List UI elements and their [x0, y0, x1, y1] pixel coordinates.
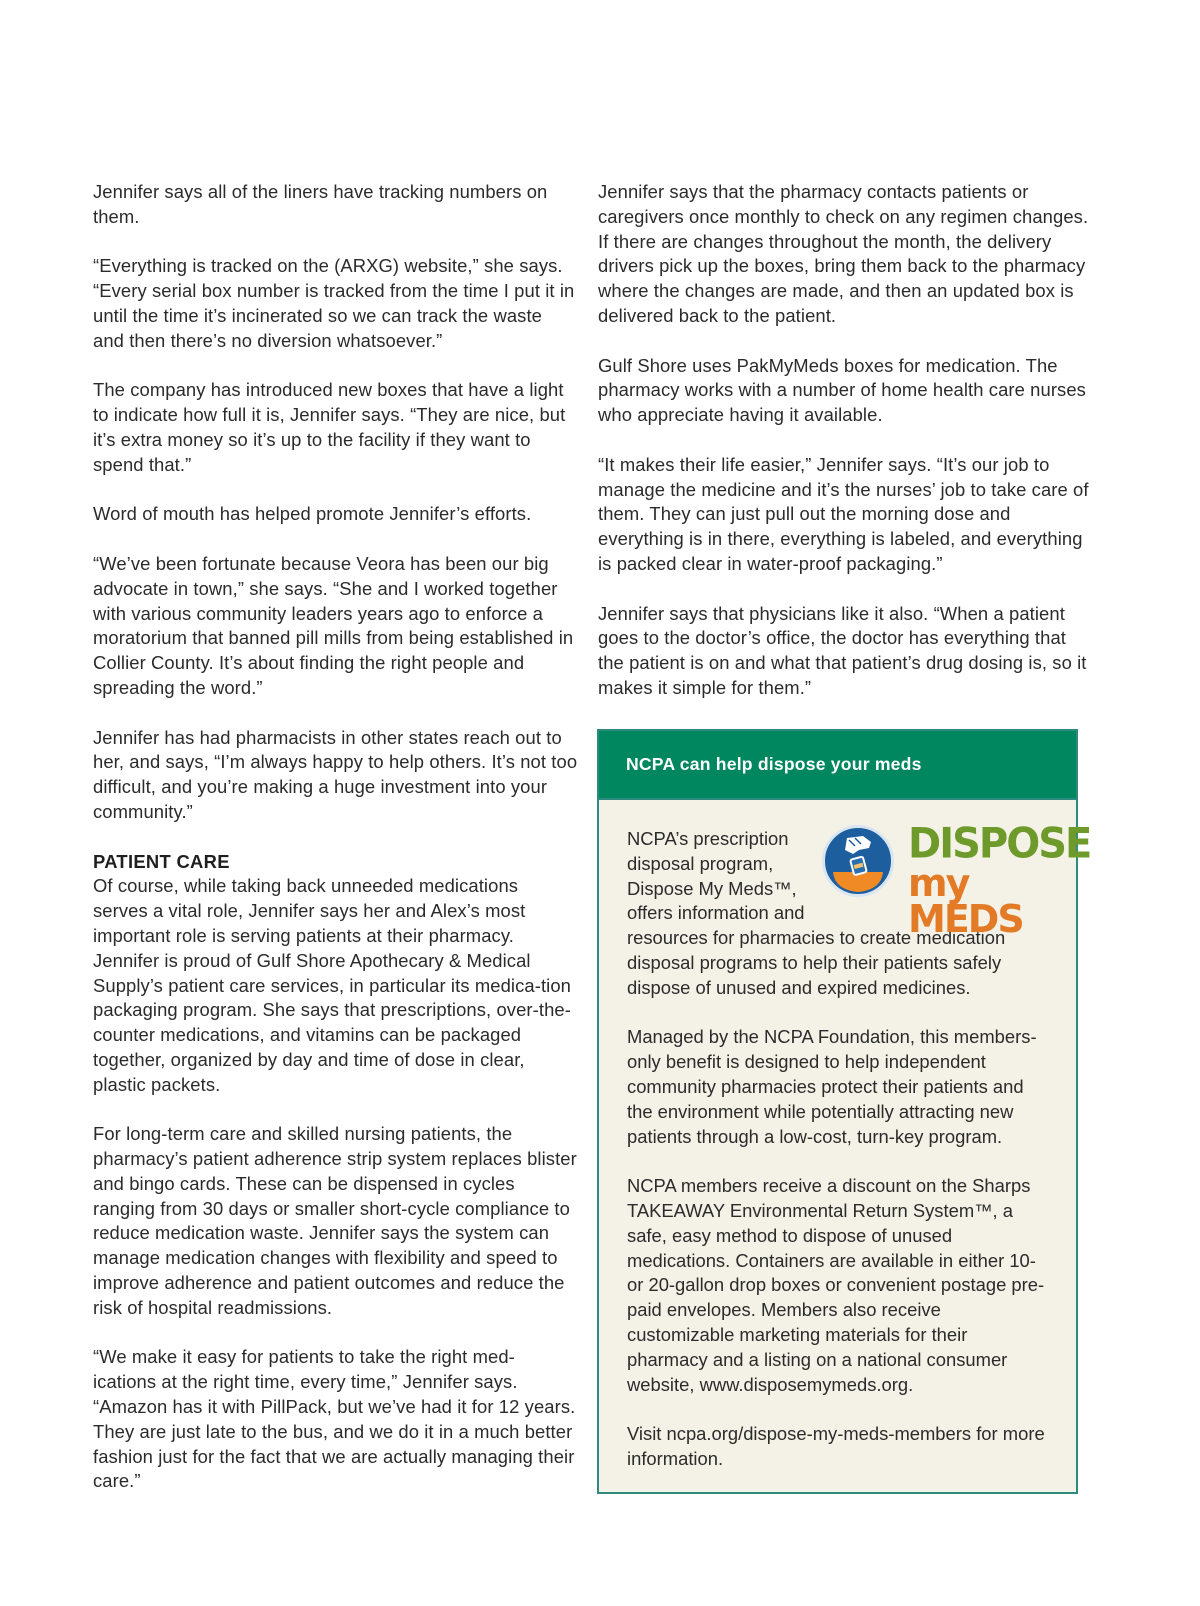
paragraph: Visit ncpa.org/dispose-my-meds-members for more information. [627, 1423, 1045, 1469]
section-heading-patient-care: PATIENT CARE [93, 850, 230, 872]
sidebar-title: NCPA can help dispose your meds [626, 754, 922, 774]
paragraph: Word of mouth has helped promote Jennifer’s efforts. [93, 503, 532, 525]
paragraph: “Everything is tracked on the (ARXG) website,” she says. “Every serial box number is tracked from the time I put it in until the time it’s incinerated so we can track the waste and then there’s no diversion whatsoever.” [93, 255, 575, 351]
paragraph: Jennifer has had pharmacists in other states reach out to her, and says, “I’m always happy to help others. It’s not too difficult, and you’re making a huge investment into your community.” [93, 726, 578, 822]
paragraph: For long-term care and skilled nursing patients, the pharmacy’s patient adherence strip system replaces blister and bingo cards. These can be dispensed in cycles ranging from 30 days or smaller short-cycle compliance to reduce medication waste. Jennifer says the system can manage medication changes with flexibility and speed to improve adherence and patient outcomes and reduce the risk of hospital readmissions. [93, 1123, 577, 1318]
paragraph: NCPA members receive a discount on the Sharps TAKEAWAY Environmental Return System™, a safe, easy method to dispose of unused medications. Containers are available in either 10- or 20-gallon drop boxes or convenient postage pre-paid envelopes. Members also receive customizable marketing materials for their pharmacy and a listing on a national consumer website, www.disposemymeds.org. [627, 1175, 1045, 1395]
paragraph: Managed by the NCPA Foundation, this members-only benefit is designed to help independent community pharmacies protect their patients and the environment while potentially attracting new patients through a low-cost, turn-key program. [627, 1026, 1037, 1147]
paragraph: “It makes their life easier,” Jennifer says. “It’s our job to manage the medicine and it’s the nurses’ job to take care of them. They can just pull out the morning dose and everything is in there, everything is labeled, and everything is packed clear in water-proof packaging.” [598, 453, 1089, 574]
paragraph: The company has introduced new boxes that have a light to indicate how full it is, Jennifer says. “They are nice, but it’s extra money so it’s up to the facility if they want to spend that.” [93, 379, 566, 475]
paragraph: Jennifer says that the pharmacy contacts patients or caregivers once monthly to check on any regimen changes. If there are changes throughout the month, the delivery drivers pick up the boxes, bring them back to the pharmacy where the changes are made, and then an updated box is delivered back to the patient. [598, 181, 1089, 326]
logo-line-dispose: DISPOSE [908, 819, 1091, 869]
paragraph: Jennifer says that physicians like it also. “When a patient goes to the doctor’s office, the doctor has everything that the patient is on and what that patient’s drug dosing is, so it makes it simple for them.” [598, 602, 1087, 698]
right-column [598, 180, 1090, 726]
logo-wordmark [908, 819, 1091, 941]
ncpa-sidebar-box [597, 729, 1091, 1494]
paragraph: NCPA’s prescription disposal program, Dispose My Meds™, offers information and resources for pharmacies to create medication disposal programs to help their patients safely dispose of unused and expired medicines. [627, 828, 1006, 998]
logo-line-my-meds: my MEDS [908, 861, 1023, 941]
hand-dropping-pill-bottle-icon [822, 825, 894, 897]
paragraph: “We make it easy for patients to take the right med-ications at the right time, every time,” Jennifer says. “Amazon has it with PillPack, but we’ve had it for 12 years. They are just late to the bus, and we do it in a much better fashion just for the fact that we are actually managing their care.” [93, 1346, 576, 1492]
paragraph: Of course, while taking back unneeded medications serves a vital role, Jennifer says her and Alex’s most important role is serving patients at their pharmacy. Jennifer is proud of Gulf Shore Apothecary & Medical Supply’s patient care services, in particular its medica-tion packaging program. She says that prescriptions, over-the-counter medications, and vitamins can be packaged together, organized by day and time of dose in clear, plastic packets. [93, 875, 571, 1095]
sidebar-header [599, 731, 1076, 800]
paragraph: “We’ve been fortunate because Veora has been our big advocate in town,” she says. “She and I worked together with various community leaders years ago to enforce a moratorium that banned pill mills from being established in Collier County. It’s about finding the right people and spreading the word.” [93, 552, 574, 698]
dispose-my-meds-logo [822, 819, 1091, 941]
sidebar-body [599, 800, 1091, 1472]
left-column [93, 180, 578, 1519]
paragraph: Gulf Shore uses PakMyMeds boxes for medication. The pharmacy works with a number of home health care nurses who appreciate having it available. [598, 354, 1086, 426]
paragraph: Jennifer says all of the liners have tracking numbers on them. [93, 181, 548, 227]
